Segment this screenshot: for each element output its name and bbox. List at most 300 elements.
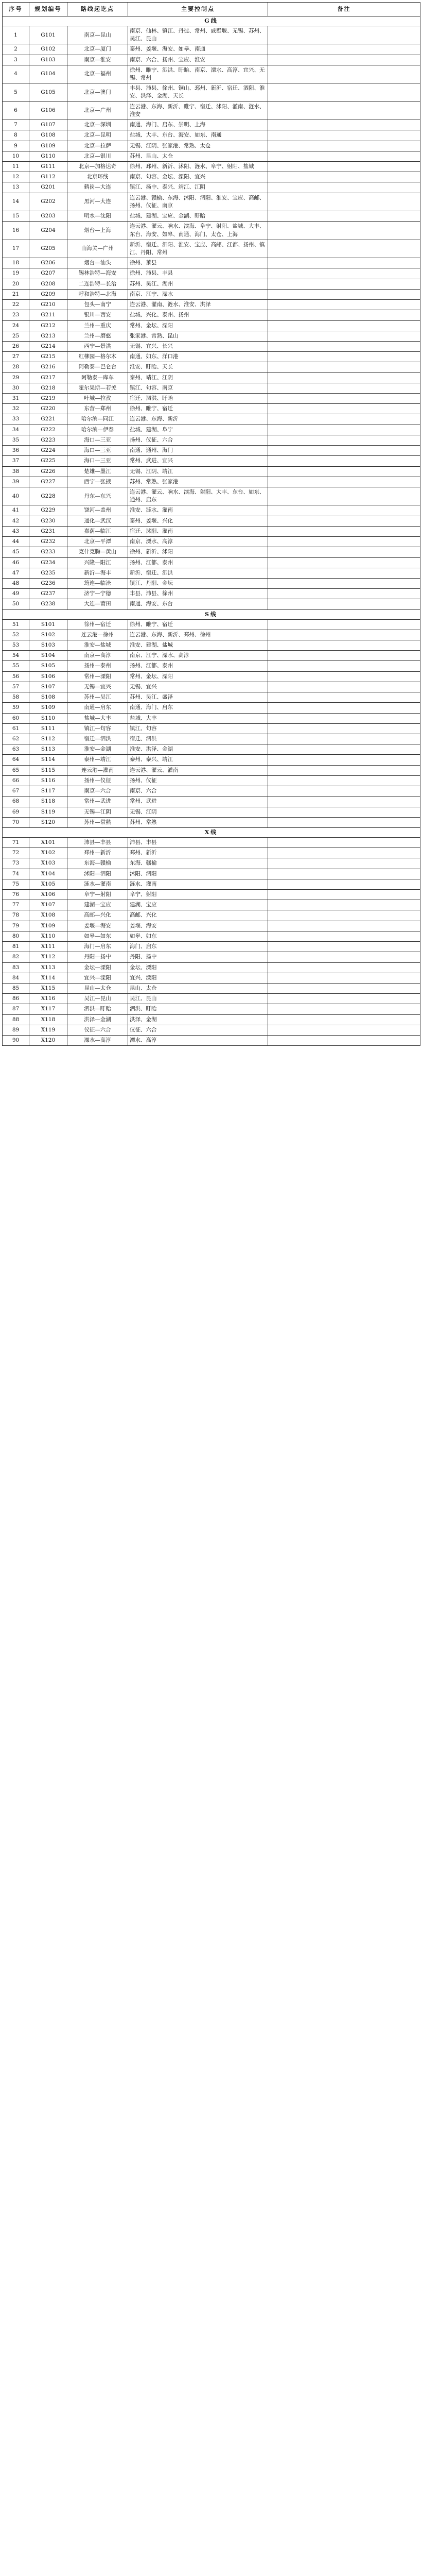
route-code: S108 [29,692,67,703]
control-points: 镇江、句容 [128,723,268,734]
control-points: 姜堰、海安 [128,921,268,931]
route-code: X108 [29,910,67,921]
note-cell [268,516,420,526]
row-number: 65 [3,765,29,775]
route-code: G235 [29,568,67,578]
table-row [3,487,420,505]
note-cell [268,962,420,973]
route-endpoints: 连云港—徐州 [67,630,128,640]
control-points: 洪泽、金湖 [128,1014,268,1025]
note-cell [268,1014,420,1025]
control-points: 徐州、沛县、丰县 [128,268,268,279]
table-row [3,994,420,1004]
row-number: 40 [3,487,29,505]
route-code: G202 [29,193,67,211]
table-row [3,962,420,973]
header-code: 规划编号 [29,3,67,16]
row-number: 25 [3,331,29,341]
section-header-row [3,16,420,26]
route-endpoints: 北京—昆明 [67,130,128,141]
note-cell [268,796,420,807]
table-row [3,889,420,900]
route-endpoints: 包头—南宁 [67,300,128,310]
row-number: 69 [3,807,29,817]
row-number: 87 [3,1004,29,1014]
control-points: 阜宁、射阳 [128,889,268,900]
note-cell [268,26,420,44]
control-points: 南京、江宁、溧水 [128,289,268,299]
route-code: G204 [29,222,67,240]
note-cell [268,362,420,372]
route-endpoints: 建湖—宝应 [67,900,128,910]
row-number: 34 [3,425,29,435]
route-endpoints: 泰州—靖江 [67,755,128,765]
table-row [3,394,420,404]
route-endpoints: 大连—莆田 [67,599,128,609]
row-number: 13 [3,182,29,193]
table-body [3,16,420,1046]
table-row [3,162,420,172]
route-endpoints: 姜堰—海安 [67,921,128,931]
route-endpoints: 邳州—新沂 [67,848,128,858]
row-number: 20 [3,279,29,289]
note-cell [268,487,420,505]
row-number: 59 [3,703,29,713]
route-code: G106 [29,101,67,120]
route-endpoints: 南通—启东 [67,703,128,713]
row-number: 30 [3,383,29,393]
route-code: X113 [29,962,67,973]
control-points: 盐城、建湖、阜宁 [128,425,268,435]
route-code: X102 [29,848,67,858]
route-code: G220 [29,404,67,414]
table-row [3,671,420,682]
route-endpoints: 北京—广州 [67,101,128,120]
row-number: 41 [3,505,29,516]
note-cell [268,578,420,588]
table-row [3,279,420,289]
route-endpoints: 仪征—六合 [67,1025,128,1035]
table-row [3,734,420,744]
route-endpoints: 如皋—如东 [67,931,128,941]
row-number: 84 [3,973,29,983]
note-cell [268,341,420,351]
row-number: 27 [3,352,29,362]
row-number: 48 [3,578,29,588]
route-endpoints: 北京环线 [67,172,128,182]
table-row [3,26,420,44]
control-points: 如皋、如东 [128,931,268,941]
note-cell [268,162,420,172]
route-endpoints: 苏州—常熟 [67,817,128,827]
route-code: S116 [29,775,67,786]
route-endpoints: 溧水—高淳 [67,1036,128,1046]
route-endpoints: 黑河—大连 [67,193,128,211]
note-cell [268,414,420,425]
table-row [3,477,420,487]
route-code: S101 [29,619,67,630]
route-endpoints: 北京—银川 [67,151,128,161]
route-endpoints: 兰州—重庆 [67,320,128,331]
section-header-row [3,827,420,837]
table-row [3,682,420,692]
row-number: 62 [3,734,29,744]
row-number: 37 [3,456,29,466]
note-cell [268,279,420,289]
row-number: 90 [3,1036,29,1046]
row-number: 16 [3,222,29,240]
note-cell [268,211,420,222]
control-points: 镇江、丹阳、金坛 [128,578,268,588]
route-code: G213 [29,331,67,341]
note-cell [268,65,420,83]
route-endpoints: 洪泽—金湖 [67,1014,128,1025]
row-number: 1 [3,26,29,44]
control-points: 无锡、宜兴 [128,682,268,692]
control-points: 连云港、灌云、响水、滨海、阜宁、射阳、盐城、大丰、东台、海安、如皋、南通、海门、太仓、上海 [128,222,268,240]
row-number: 7 [3,120,29,130]
note-cell [268,44,420,55]
section-header-row [3,609,420,619]
control-points: 苏州、吴江、湖州 [128,279,268,289]
route-endpoints: 海口—三亚 [67,456,128,466]
note-cell [268,383,420,393]
row-number: 28 [3,362,29,372]
route-code: S103 [29,640,67,651]
route-endpoints: 烟台—上海 [67,222,128,240]
control-points: 盐城、大丰、东台、海安、如东、南通 [128,130,268,141]
table-row [3,211,420,222]
note-cell [268,775,420,786]
control-points: 扬州、江都、泰州 [128,557,268,568]
note-cell [268,765,420,775]
route-code: G223 [29,435,67,445]
route-endpoints: 新沂—海丰 [67,568,128,578]
control-points: 南京、溧水、高淳 [128,537,268,547]
note-cell [268,640,420,651]
route-endpoints: 北京—厦门 [67,44,128,55]
route-code: G107 [29,120,67,130]
note-cell [268,425,420,435]
table-row [3,952,420,962]
row-number: 36 [3,446,29,456]
row-number: 56 [3,671,29,682]
route-code: X114 [29,973,67,983]
route-endpoints: 北京—澳门 [67,83,128,101]
route-code: S111 [29,723,67,734]
note-cell [268,289,420,299]
control-points: 连云港、灌云、响水、滨海、射阳、大丰、东台、如东、通州、启东 [128,487,268,505]
route-code: G205 [29,240,67,258]
row-number: 75 [3,879,29,889]
route-code: G225 [29,456,67,466]
control-points: 盐城、建湖、宝应、金湖、盱眙 [128,211,268,222]
row-number: 79 [3,921,29,931]
route-code: S115 [29,765,67,775]
note-cell [268,921,420,931]
route-endpoints: 南京—淮安 [67,55,128,65]
route-code: G217 [29,372,67,383]
control-points: 溧水、高淳 [128,1036,268,1046]
row-number: 9 [3,141,29,151]
note-cell [268,352,420,362]
route-endpoints: 嘉荫—临江 [67,526,128,536]
route-code: G229 [29,505,67,516]
table-row [3,141,420,151]
note-cell [268,619,420,630]
row-number: 66 [3,775,29,786]
table-row [3,786,420,796]
table-row [3,44,420,55]
route-code: G208 [29,279,67,289]
route-endpoints: 海口—三亚 [67,446,128,456]
row-number: 54 [3,651,29,661]
route-code: S113 [29,744,67,755]
note-cell [268,599,420,609]
route-endpoints: 高邮—兴化 [67,910,128,921]
note-cell [268,671,420,682]
row-number: 14 [3,193,29,211]
row-number: 53 [3,640,29,651]
header-route: 路线起讫点 [67,3,128,16]
route-code: X116 [29,994,67,1004]
control-points: 新沂、宿迁、泗洪 [128,568,268,578]
route-code: G207 [29,268,67,279]
control-points: 淮安、洪泽、金湖 [128,744,268,755]
control-points: 南京、江宁、溧水、高淳 [128,651,268,661]
note-cell [268,651,420,661]
control-points: 南京、仙林、镇江、丹徒、常州、戚墅堰、无锡、苏州、吴江、昆山 [128,26,268,44]
route-code: G218 [29,383,67,393]
header-notes: 备注 [268,3,420,16]
table-row [3,817,420,827]
control-points: 苏州、常熟、张家港 [128,477,268,487]
control-points: 涟水、灌南 [128,879,268,889]
note-cell [268,910,420,921]
note-cell [268,837,420,848]
note-cell [268,713,420,723]
route-code: G104 [29,65,67,83]
control-points: 南京、六合、扬州、宝应、淮安 [128,55,268,65]
note-cell [268,372,420,383]
control-points: 宜兴、溧阳 [128,973,268,983]
control-points: 无锡、江阴、靖江 [128,466,268,477]
control-points: 邳州、新沂 [128,848,268,858]
row-number: 49 [3,589,29,599]
route-endpoints: 海门—启东 [67,942,128,952]
control-points: 徐州、睢宁、宿迁 [128,404,268,414]
row-number: 26 [3,341,29,351]
control-points: 泰州、姜堰、海安、如皋、南通 [128,44,268,55]
route-endpoints: 烟台—汕头 [67,258,128,268]
control-points: 丹阳、扬中 [128,952,268,962]
table-row [3,931,420,941]
note-cell [268,222,420,240]
row-number: 29 [3,372,29,383]
route-code: G105 [29,83,67,101]
route-endpoints: 海口—三亚 [67,435,128,445]
table-row [3,661,420,671]
route-code: S109 [29,703,67,713]
note-cell [268,994,420,1004]
route-code: X111 [29,942,67,952]
route-endpoints: 锡林浩特—海安 [67,268,128,279]
route-code: S112 [29,734,67,744]
row-number: 15 [3,211,29,222]
route-endpoints: 吴江—昆山 [67,994,128,1004]
control-points: 常州、金坛、溧阳 [128,320,268,331]
row-number: 55 [3,661,29,671]
row-number: 31 [3,394,29,404]
route-code: G216 [29,362,67,372]
route-endpoints: 红柳园—格尔木 [67,352,128,362]
row-number: 45 [3,547,29,557]
note-cell [268,151,420,161]
row-number: 83 [3,962,29,973]
route-code: X115 [29,983,67,993]
route-endpoints: 常州—溧阳 [67,671,128,682]
note-cell [268,310,420,320]
control-points: 泰州、泰兴、靖江 [128,755,268,765]
table-row [3,879,420,889]
note-cell [268,630,420,640]
row-number: 11 [3,162,29,172]
route-endpoints: 无锡—宜兴 [67,682,128,692]
route-code: X109 [29,921,67,931]
table-row [3,1025,420,1035]
route-code: S118 [29,796,67,807]
note-cell [268,240,420,258]
note-cell [268,547,420,557]
route-endpoints: 宜兴—溧阳 [67,973,128,983]
table-row [3,744,420,755]
route-endpoints: 常州—武进 [67,796,128,807]
table-row [3,193,420,211]
route-code: G236 [29,578,67,588]
row-number: 46 [3,557,29,568]
route-code: S105 [29,661,67,671]
route-endpoints: 兴隆—阳江 [67,557,128,568]
route-endpoints: 阿勒泰—库车 [67,372,128,383]
row-number: 74 [3,869,29,879]
control-points: 苏州、常熟 [128,817,268,827]
control-points: 扬州、仪征、六合 [128,435,268,445]
control-points: 南通、海安、东台 [128,599,268,609]
route-endpoints: 北京—加格达奇 [67,162,128,172]
row-number: 23 [3,310,29,320]
control-points: 泰州、姜堰、兴化 [128,516,268,526]
row-number: 43 [3,526,29,536]
route-code: X110 [29,931,67,941]
route-endpoints: 盐城—大丰 [67,713,128,723]
control-points: 徐州、邳州、新沂、沭阳、涟水、阜宁、射阳、盐城 [128,162,268,172]
table-row [3,362,420,372]
route-endpoints: 南京—六合 [67,786,128,796]
note-cell [268,786,420,796]
row-number: 32 [3,404,29,414]
note-cell [268,744,420,755]
route-endpoints: 东海—赣榆 [67,858,128,869]
note-cell [268,101,420,120]
table-row [3,568,420,578]
route-code: S120 [29,817,67,827]
note-cell [268,172,420,182]
row-number: 71 [3,837,29,848]
route-endpoints: 二连浩特—长治 [67,279,128,289]
note-cell [268,692,420,703]
control-points: 高邮、兴化 [128,910,268,921]
note-cell [268,807,420,817]
note-cell [268,456,420,466]
route-endpoints: 哈尔滨—同江 [67,414,128,425]
control-points: 南通、海门、启东、崇明、上海 [128,120,268,130]
control-points: 扬州、仪征 [128,775,268,786]
route-endpoints: 沭阳—泗阳 [67,869,128,879]
note-cell [268,734,420,744]
control-points: 盐城、兴化、泰州、扬州 [128,310,268,320]
table-row [3,578,420,588]
row-number: 82 [3,952,29,962]
route-code: G228 [29,487,67,505]
control-points: 东海、赣榆 [128,858,268,869]
table-row [3,320,420,331]
row-number: 72 [3,848,29,858]
route-code: G233 [29,547,67,557]
table-row [3,341,420,351]
route-code: X112 [29,952,67,962]
row-number: 68 [3,796,29,807]
note-cell [268,952,420,962]
control-points: 仪征、六合 [128,1025,268,1035]
control-points: 南京、六合 [128,786,268,796]
row-number: 8 [3,130,29,141]
note-cell [268,879,420,889]
row-number: 85 [3,983,29,993]
table-row [3,446,420,456]
route-code: X104 [29,869,67,879]
table-row [3,151,420,161]
table-row [3,83,420,101]
row-number: 4 [3,65,29,83]
route-endpoints: 叶城—拉孜 [67,394,128,404]
route-endpoints: 山海关—广州 [67,240,128,258]
row-number: 10 [3,151,29,161]
route-code: G224 [29,446,67,456]
control-points: 徐州、睢宁、泗洪、盱眙、南京、溧水、高淳、宜兴、无锡、常州 [128,65,268,83]
table-row [3,599,420,609]
row-number: 76 [3,889,29,900]
route-code: G206 [29,258,67,268]
row-number: 2 [3,44,29,55]
table-row [3,435,420,445]
note-cell [268,1004,420,1014]
route-code: G103 [29,55,67,65]
route-code: G212 [29,320,67,331]
note-cell [268,526,420,536]
route-endpoints: 阿勒泰—巴仑台 [67,362,128,372]
table-row [3,268,420,279]
table-row [3,910,420,921]
note-cell [268,589,420,599]
control-points: 无锡、江阴、张家港、常熟、太仓 [128,141,268,151]
route-code: G112 [29,172,67,182]
route-endpoints: 阜宁—射阳 [67,889,128,900]
note-cell [268,817,420,827]
route-code: G210 [29,300,67,310]
table-row [3,640,420,651]
header-row [3,3,420,16]
control-points: 泰州、靖江、江阴 [128,372,268,383]
